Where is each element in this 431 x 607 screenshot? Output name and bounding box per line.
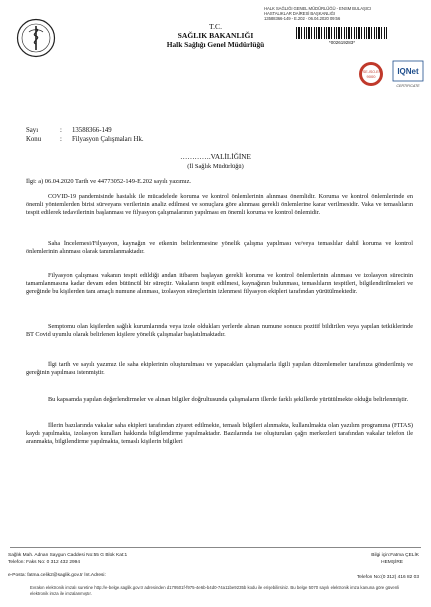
paragraph-6: Bu kapsamda yapılan değerlendirmeler ve alınan bilgiler doğrultusunda çalışmaların illerde farklı şekillerde yürütülmekte olduğu belirlenmiştir. bbox=[48, 396, 409, 403]
stamp-line-1: HALK SAĞLIĞI GENEL MÜDÜRLÜĞÜ - ENSM BULAŞICI bbox=[264, 6, 371, 11]
sayi-row: Sayı : 13588366-149 bbox=[26, 127, 112, 134]
konu-label: Konu bbox=[26, 136, 42, 143]
addressee bbox=[0, 153, 431, 171]
paragraph-3: Filyasyon çalışması vakanın tespit edildiği andan itibaren başlayan gerekli koruma ve kontrol önlemlerinin alınması ve izolasyon sürecinin tamamlanmasına kadar devam eden bütüncül bir süreçtir. Vakaların tespit edilmesi, kaynağının bulunması, temaslıların tespitleri, bilgilendirilmeleri ve gereğinde bu kişilerden tanı amaçlı numune alınması, izolasyon süreçlerinin izlenmesi filyasyon ekipleri tarafından yürütülmektedir. bbox=[26, 272, 413, 296]
stamp-line-2: HASTALIKLAR DAİRESİ BAŞKANLIĞI bbox=[264, 11, 335, 16]
footer-phone: Telefon: Faks No: 0 312 432 2994 bbox=[8, 560, 81, 565]
paragraph-1: COVID-19 pandemisinde hastalık ile mücadelede koruma ve kontrol önlemlerinin alınması önemlidir. Koruma ve kontrol önlemlerinde en önemli yöntemlerden birisi sürveyans verilerinin analiz edilmesi ve sonuçlara göre alınması gerekli önlemlerine karar verilmesidir. Vaka ve temaslıların tespit edilerek tedavilerinin başlanması ve filyasyon çalışmalarının yapılması en önemli koruma ve kontrol önlemidir. bbox=[26, 193, 413, 217]
footer-email: e-Posta: fatma.celik2@saglik.gov.tr İnt.Adresi: bbox=[8, 573, 106, 578]
iso-text: TSE-ISO-EN bbox=[360, 70, 382, 74]
footer-info-phone: Telefon No:(0 312) 416 82 03 bbox=[356, 575, 419, 580]
footer-address: Sağlık Mah. Adnan Saygun Caddesi No:55 G Blok Kat:1 bbox=[8, 553, 128, 558]
footer-info-title: HEMŞİRE bbox=[381, 560, 403, 565]
letterhead bbox=[0, 22, 431, 49]
paragraph-2: Saha İncelemesi/Filyasyon, kaynağın ve etkenin belirlenmesine yönelik çalışma yapılması ve/veya temaslılar dahil koruma ve kontrol önlemlerinin alınması olarak tanımlanmaktadır. bbox=[26, 240, 413, 256]
iqnet-text: IQNet bbox=[397, 67, 419, 76]
barcode-number: *002619283* bbox=[328, 40, 356, 45]
reference-line: İlgi: a) 06.04.2020 Tarih ve 44773052-149-E.202 sayılı yazımız. bbox=[26, 178, 192, 185]
paragraph-4: Semptomu olan kişilerden sağlık kurumlarında veya izole oldukları yerlerde alınan numune sonucu pozitif bildirilen veya yapılan tetkiklerinde BT Covid uyumlu olarak belirlenen kişilere yönelik çalışmalar başlatılmaktadır. bbox=[26, 323, 413, 339]
header-republic: T.C. bbox=[209, 22, 222, 31]
sayi-label: Sayı bbox=[26, 127, 39, 134]
sayi-value: 13588366-149 bbox=[72, 127, 112, 134]
paragraph-7: İllerin bazılarında vakalar saha ekipleri tarafından ziyaret edilmekte, temaslı bilgileri alınmakta, kullanılmakta olan yazılım programına (FITAS) kaydı yapılmakta, izolasyon kuralları hakkında bilgilendirme yapılmaktadır. Bazılarında ise oluşturulan çağrı merkezleri tarafından vakalar telefon ile aranmakta, bilgilendirme yapılmakta, temaslı kişilerin bilgileri bbox=[26, 422, 413, 446]
header-directorate: Halk Sağlığı Genel Müdürlüğü bbox=[166, 40, 265, 49]
addressee-governorship: ………….VALİLİĞİNE bbox=[180, 153, 251, 161]
receipt-stamp bbox=[264, 6, 426, 21]
iso-certificate-icon bbox=[358, 61, 384, 87]
header-ministry: SAĞLIK BAKANLIĞI bbox=[177, 31, 254, 40]
footer-info-label: Bilgi için:Fatma ÇELİK bbox=[371, 553, 419, 558]
iso-sub: 9000 bbox=[366, 74, 376, 79]
konu-row: Konu : Filyasyon Çalışmaları Hk. bbox=[26, 136, 144, 143]
paragraph-5: İlgi tarih ve sayılı yazımız ile saha ekiplerinin oluşturulması ve yapacakları çalışmalarla ilgili yapılan düzenlemeler tarafınıza gönderilmiş ve gereğinin yapılması istenmiştir. bbox=[26, 361, 413, 377]
esignature-note: Evrakın elektronik imzalı suretine http://e-belge.saglik.gov.tr adresinden d179501f-f975-4e6b-b4d0-74a11be9235b kodu ile erişebilirsiniz. Bu belge 5070 sayılı elektronik imza kanuna göre güvenli elektronik imza ile imzalanmıştır. bbox=[30, 585, 400, 596]
konu-value: Filyasyon Çalışmaları Hk. bbox=[72, 136, 144, 143]
footer-divider bbox=[10, 547, 421, 548]
stamp-line-3: 13588366-149 - E.202 · 06.04.2020 09:56 bbox=[264, 16, 341, 21]
addressee-directorate: (İl Sağlık Müdürlüğü) bbox=[187, 163, 244, 170]
certificate-caption: CERTIFICATE bbox=[396, 84, 420, 88]
